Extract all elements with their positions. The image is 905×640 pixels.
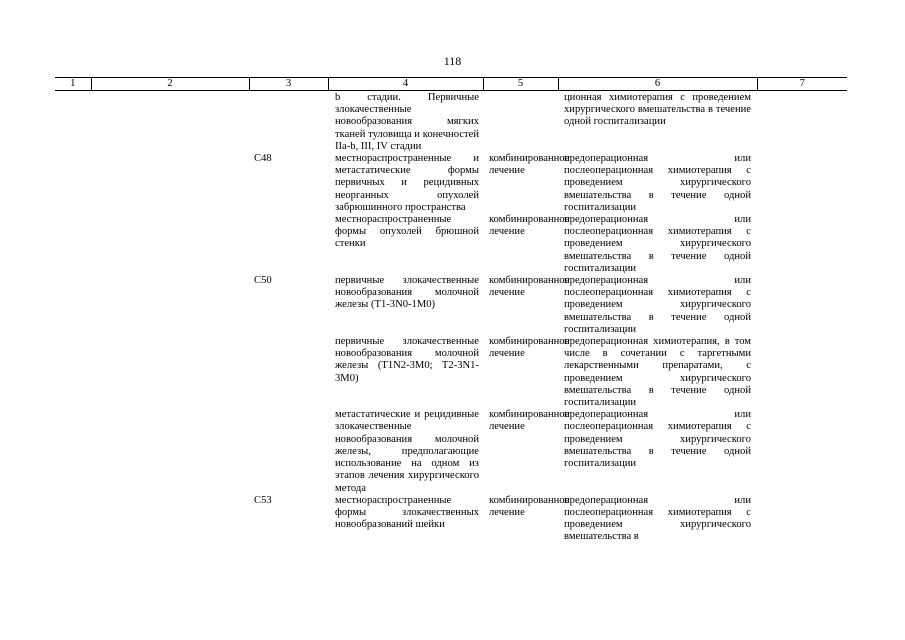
diagnosis-code	[249, 409, 328, 494]
column-header: 6	[558, 78, 757, 91]
diagnosis-code	[249, 336, 328, 409]
patient-model: местнораспространенные формы опухолей брюшной стенки	[335, 214, 479, 250]
treatment-method: предоперационная или послеоперационная химиотерапия с проведением хирургического вмешательства в течение одной госпитализации	[564, 275, 751, 335]
treatment-type: комбинированное лечение	[489, 494, 570, 518]
diagnosis-code	[249, 91, 328, 154]
diagnosis-code: C53	[254, 494, 272, 506]
diagnosis-code	[249, 214, 328, 275]
treatment-type: комбинированное лечение	[489, 275, 570, 299]
treatment-method: предоперационная химиотерапия, в том числе в сочетании с таргетными лекарственными препаратами, с проведением хирургического вмешательства в течение одной госпитализации	[564, 336, 751, 409]
treatment-type: комбинированное лечение	[489, 336, 570, 360]
patient-model: первичные злокачественные новообразования молочной железы (T1-3N0-1M0)	[335, 275, 479, 311]
table-row	[55, 275, 847, 336]
column-header: 7	[757, 78, 847, 91]
patient-model: метастатические и рецидивные злокачественные новообразования молочной железы, предполагающие использование на одном из этапов лечения хирургического метода	[335, 409, 479, 494]
patient-model: местнораспространенные формы злокачественных новообразований шейки	[335, 494, 479, 531]
column-header: 1	[55, 78, 91, 91]
patient-model: b стадии. Первичные злокачественные новообразования мягких тканей туловища и конечностей IIa-b, III, IV стадии	[335, 92, 479, 152]
diagnosis-code: C50	[254, 275, 272, 287]
table-header-row	[55, 78, 847, 91]
table-row	[55, 153, 847, 214]
column-header: 4	[328, 78, 483, 91]
treatment-method: предоперационная или послеоперационная химиотерапия с проведением хирургического вмешательства в течение одной госпитализации	[564, 153, 751, 213]
treatment-type: комбинированное лечение	[489, 214, 570, 238]
column-header: 5	[483, 78, 558, 91]
page-number: 118	[443, 54, 462, 68]
table-row	[55, 214, 847, 275]
table-row	[55, 409, 847, 494]
treatment-type	[483, 91, 558, 154]
table-row	[55, 336, 847, 409]
treatment-method: ционная химиотерапия с проведением хирургического вмешательства в течение одной госпитализации	[564, 92, 751, 128]
patient-model: местнораспространенные и метастатические формы первичных и рецидивных неорганных опухолей забрюшинного пространства	[335, 153, 479, 213]
medical-care-table	[55, 77, 847, 544]
treatment-method: предоперационная или послеоперационная химиотерапия с проведением хирургического вмешательства в течение одной госпитализации	[564, 409, 751, 470]
treatment-method: предоперационная или послеоперационная химиотерапия с проведением хирургического вмешательства в течение одной госпитализации	[564, 214, 751, 274]
treatment-type: комбинированное лечение	[489, 153, 570, 177]
table-row	[55, 91, 847, 154]
column-header: 2	[91, 78, 249, 91]
table-row	[55, 495, 847, 544]
column-header: 3	[249, 78, 328, 91]
patient-model: первичные злокачественные новообразования молочной железы (T1N2-3M0; T2-3N1-3M0)	[335, 336, 479, 384]
treatment-type: комбинированное лечение	[489, 409, 570, 433]
diagnosis-code: C48	[254, 153, 272, 165]
treatment-method: предоперационная или послеоперационная химиотерапия с проведением хирургического вмешательства в	[564, 494, 751, 543]
